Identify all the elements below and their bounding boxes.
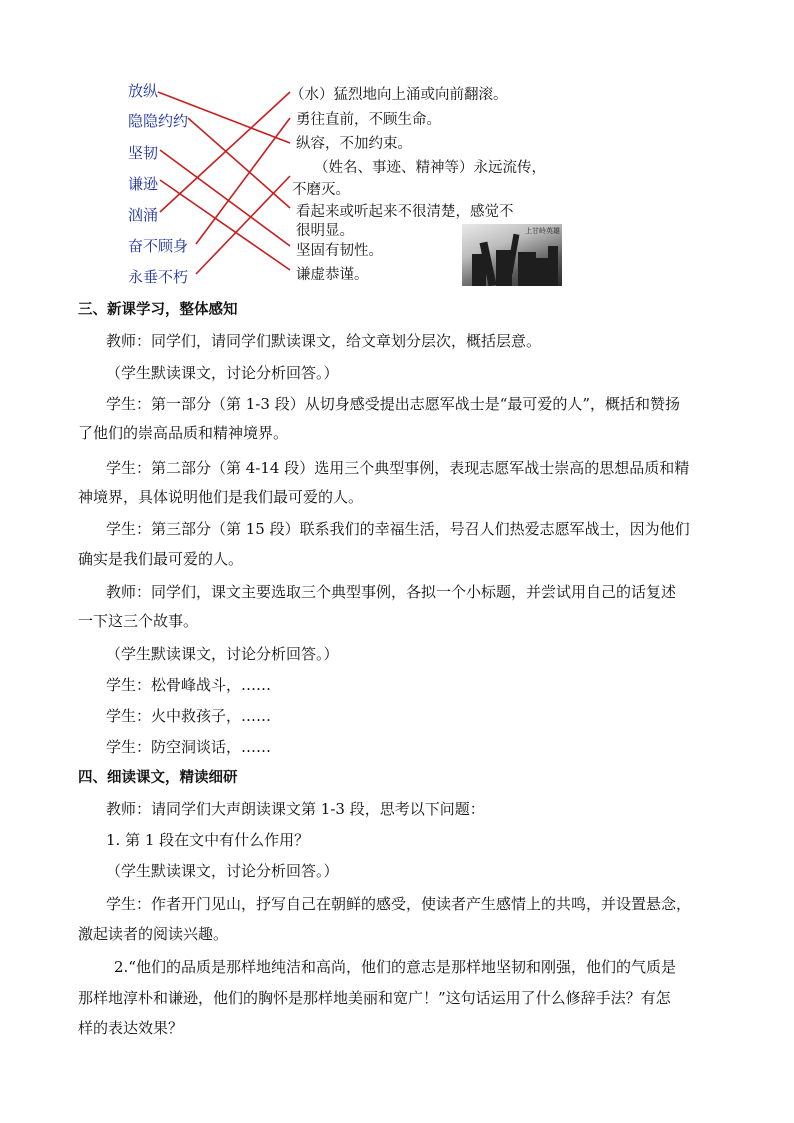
- paragraph: 学生：火中救孩子，……: [106, 707, 272, 725]
- paragraph-continued: 激起读者的阅读兴趣。: [78, 925, 229, 943]
- word-yinyinyueyue: 隐隐约约: [128, 112, 189, 130]
- definition: 坚固有韧性。: [296, 243, 383, 259]
- paragraph-continued: 一下这三个故事。: [78, 612, 199, 630]
- section3-heading: 三、新课学习，整体感知: [78, 302, 238, 318]
- paragraph: （学生默读课文，讨论分析回答。）: [106, 364, 339, 382]
- soldiers-photo: [462, 224, 562, 286]
- definition: （姓名、事迹、精神等）永远流传，: [314, 160, 546, 176]
- word-xiongyong: 汹涌: [128, 206, 159, 224]
- question-2-continued: 样的表达效果？: [78, 1019, 184, 1037]
- paragraph-continued: 了他们的崇高品质和精神境界。: [78, 424, 289, 442]
- match-line: [160, 150, 290, 246]
- paragraph: 学生：作者开门见山，抒写自己在朝鲜的感受，使读者产生感情上的共鸣，并设置悬念，: [106, 895, 692, 913]
- paragraph: （学生默读课文，讨论分析回答。）: [106, 645, 339, 663]
- definition: （水）猛烈地向上涌或向前翻滚。: [290, 87, 508, 103]
- paragraph: 教师：同学们，请同学们默读课文，给文章划分层次，概括层意。: [106, 332, 542, 350]
- paragraph: （学生默读课文，讨论分析回答。）: [106, 862, 339, 880]
- section4-heading: 四、细读课文，精读细研: [78, 770, 238, 786]
- word-fenbugushen: 奋不顾身: [128, 237, 189, 255]
- word-fangzong: 放纵: [128, 82, 159, 100]
- paragraph: 学生：松骨峰战斗，……: [106, 676, 272, 694]
- word-yongchuibuxiu: 永垂不朽: [128, 268, 189, 286]
- paragraph: 学生：第三部分（第 15 段）联系我们的幸福生活，号召人们热爱志愿军战士，因为他们: [106, 520, 690, 538]
- question-1: 1. 第 1 段在文中有什么作用？: [106, 831, 310, 849]
- definition: 很明显。: [296, 223, 354, 239]
- match-line: [188, 118, 290, 208]
- paragraph: 学生：第一部分（第 1-3 段）从切身感受提出志愿军战士是“最可爱的人”，概括和赞扬: [106, 395, 681, 413]
- paragraph-continued: 神境界，具体说明他们是我们最可爱的人。: [78, 488, 364, 506]
- definition: 纵容，不加约束。: [296, 136, 412, 152]
- paragraph: 教师：同学们，课文主要选取三个典型事例，各拟一个小标题，并尝试用自己的话复述: [106, 583, 677, 601]
- definition: 谦虚恭谨。: [296, 267, 369, 283]
- word-matching-exercise: [0, 0, 794, 300]
- paragraph: 学生：防空洞谈话，……: [106, 738, 272, 756]
- paragraph: 教师：请同学们大声朗读课文第 1-3 段，思考以下问题：: [106, 800, 485, 818]
- word-qianxun: 谦逊: [128, 175, 159, 193]
- photo-caption: 上甘岭英雄: [525, 227, 560, 235]
- paragraph-continued: 确实是我们最可爱的人。: [78, 550, 244, 568]
- definition: 看起来或听起来不很清楚，感觉不: [296, 204, 514, 220]
- definition: 不磨灭。: [292, 182, 350, 198]
- definition: 勇往直前，不顾生命。: [296, 112, 441, 128]
- paragraph: 学生：第二部分（第 4-14 段）选用三个典型事例，表现志愿军战士崇高的思想品质和精: [106, 459, 690, 477]
- question-2: 2.“他们的品质是那样地纯洁和高尚，他们的意志是那样地坚韧和刚强，他们的气质是: [114, 958, 676, 976]
- word-jianren: 坚韧: [128, 144, 159, 162]
- question-2-continued: 那样地淳朴和谦逊，他们的胸怀是那样地美丽和宽广！”这句话运用了什么修辞手法？有怎: [78, 989, 671, 1007]
